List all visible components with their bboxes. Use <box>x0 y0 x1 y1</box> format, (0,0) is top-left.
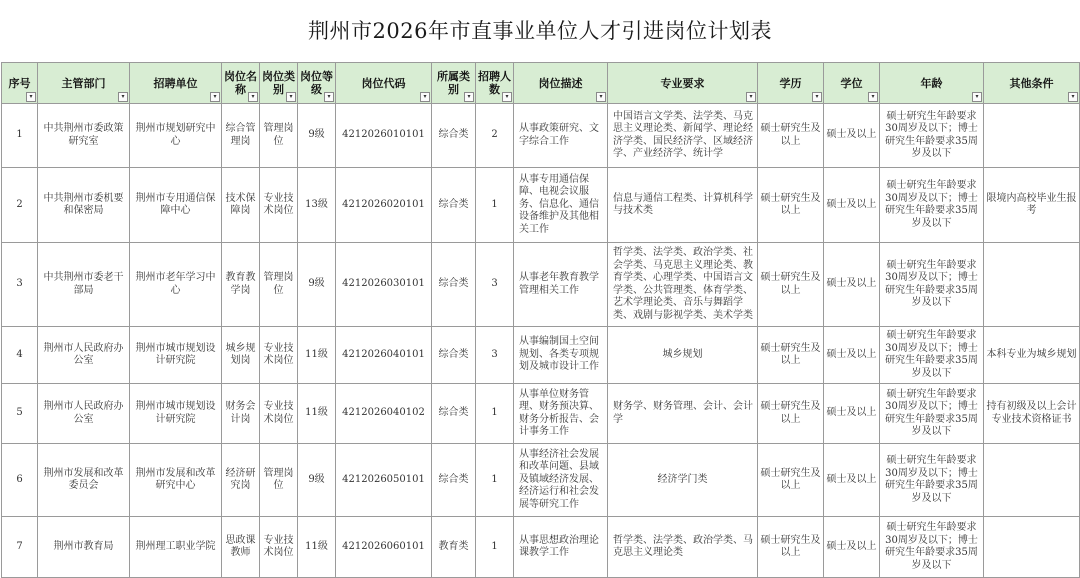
cell-code: 4212026040102 <box>336 384 432 444</box>
cell-degree: 硕士及以上 <box>824 243 880 327</box>
cell-dept: 荆州市人民政府办公室 <box>38 327 130 384</box>
cell-type: 综合类 <box>432 243 476 327</box>
cell-category: 管理岗位 <box>260 243 298 327</box>
cell-edu: 硕士研究生及以上 <box>758 444 824 517</box>
cell-other <box>984 444 1080 517</box>
col-header[interactable]: 所属类别 ▾ <box>432 63 476 104</box>
col-header[interactable]: 专业要求 ▾ <box>608 63 758 104</box>
cell-dept: 中共荆州市委政策研究室 <box>38 104 130 168</box>
col-header[interactable]: 年龄 ▾ <box>880 63 984 104</box>
cell-type: 教育类 <box>432 517 476 578</box>
cell-other <box>984 104 1080 168</box>
cell-desc: 从事政策研究、文字综合工作 <box>514 104 608 168</box>
cell-edu: 硕士研究生及以上 <box>758 104 824 168</box>
filter-dropdown-icon[interactable]: ▾ <box>248 92 258 102</box>
cell-count: 1 <box>476 444 514 517</box>
cell-degree: 硕士及以上 <box>824 327 880 384</box>
col-header[interactable]: 岗位名称 ▾ <box>222 63 260 104</box>
page-title: 荆州市2026年市直事业单位人才引进岗位计划表 <box>308 19 772 43</box>
filter-dropdown-icon[interactable]: ▾ <box>502 92 512 102</box>
cell-post: 教育教学岗 <box>222 243 260 327</box>
cell-post: 技术保障岗 <box>222 168 260 243</box>
filter-dropdown-icon[interactable]: ▾ <box>812 92 822 102</box>
cell-major: 哲学类、法学类、政治学类、社会学类、马克思主义理论类、教育学类、心理学类、中国语言文学类、公共管理类、体育学类、艺术学理论类、音乐与舞蹈学类、戏剧与影视学类、美术学类 <box>608 243 758 327</box>
cell-code: 4212026030101 <box>336 243 432 327</box>
cell-age: 硕士研究生年龄要求30周岁及以下；博士研究生年龄要求35周岁及以下 <box>880 243 984 327</box>
cell-desc: 从事老年教育教学管理相关工作 <box>514 243 608 327</box>
cell-no: 7 <box>2 517 38 578</box>
cell-level: 9级 <box>298 444 336 517</box>
cell-count: 2 <box>476 104 514 168</box>
cell-code: 4212026020101 <box>336 168 432 243</box>
cell-unit: 荆州市城市规划设计研究院 <box>130 327 222 384</box>
col-header[interactable]: 学历 ▾ <box>758 63 824 104</box>
filter-dropdown-icon[interactable]: ▾ <box>324 92 334 102</box>
cell-desc: 从事编制国土空间规划、各类专项规划及城市设计工作 <box>514 327 608 384</box>
col-header[interactable]: 主管部门 ▾ <box>38 63 130 104</box>
cell-count: 1 <box>476 384 514 444</box>
filter-dropdown-icon[interactable]: ▾ <box>746 92 756 102</box>
cell-code: 4212026010101 <box>336 104 432 168</box>
cell-post: 经济研究岗 <box>222 444 260 517</box>
col-header[interactable]: 岗位等级 ▾ <box>298 63 336 104</box>
cell-level: 13级 <box>298 168 336 243</box>
cell-major: 信息与通信工程类、计算机科学与技术类 <box>608 168 758 243</box>
cell-category: 专业技术岗位 <box>260 327 298 384</box>
cell-desc: 从事思想政治理论课教学工作 <box>514 517 608 578</box>
cell-other <box>984 517 1080 578</box>
cell-edu: 硕士研究生及以上 <box>758 517 824 578</box>
cell-level: 11级 <box>298 384 336 444</box>
filter-dropdown-icon[interactable]: ▾ <box>210 92 220 102</box>
filter-dropdown-icon[interactable]: ▾ <box>420 92 430 102</box>
col-header[interactable]: 学位 ▾ <box>824 63 880 104</box>
cell-unit: 荆州市老年学习中心 <box>130 243 222 327</box>
cell-desc: 从事专用通信保障、电视会议服务、信息化、通信设备维护及其他相关工作 <box>514 168 608 243</box>
cell-code: 4212026040101 <box>336 327 432 384</box>
cell-major: 中国语言文学类、法学类、马克思主义理论类、新闻学、理论经济学类、国民经济学、区域经济学、产业经济学、统计学 <box>608 104 758 168</box>
cell-degree: 硕士及以上 <box>824 168 880 243</box>
cell-edu: 硕士研究生及以上 <box>758 168 824 243</box>
table-row <box>2 327 1080 384</box>
cell-code: 4212026060101 <box>336 517 432 578</box>
col-header[interactable]: 招聘人数 ▾ <box>476 63 514 104</box>
filter-dropdown-icon[interactable]: ▾ <box>464 92 474 102</box>
cell-level: 11级 <box>298 327 336 384</box>
cell-level: 9级 <box>298 243 336 327</box>
cell-unit: 荆州市专用通信保障中心 <box>130 168 222 243</box>
cell-count: 3 <box>476 327 514 384</box>
cell-other: 限境内高校毕业生报考 <box>984 168 1080 243</box>
cell-edu: 硕士研究生及以上 <box>758 327 824 384</box>
cell-type: 综合类 <box>432 444 476 517</box>
col-header[interactable]: 岗位类别 ▾ <box>260 63 298 104</box>
cell-no: 5 <box>2 384 38 444</box>
cell-degree: 硕士及以上 <box>824 104 880 168</box>
cell-category: 专业技术岗位 <box>260 384 298 444</box>
cell-post: 综合管理岗 <box>222 104 260 168</box>
col-header[interactable]: 序号 ▾ <box>2 63 38 104</box>
filter-dropdown-icon[interactable]: ▾ <box>286 92 296 102</box>
cell-category: 专业技术岗位 <box>260 517 298 578</box>
cell-desc: 从事经济社会发展和改革问题、县域及镇域经济发展、经济运行和社会发展等研究工作 <box>514 444 608 517</box>
cell-category: 管理岗位 <box>260 444 298 517</box>
cell-age: 硕士研究生年龄要求30周岁及以下；博士研究生年龄要求35周岁及以下 <box>880 327 984 384</box>
cell-age: 硕士研究生年龄要求30周岁及以下；博士研究生年龄要求35周岁及以下 <box>880 104 984 168</box>
cell-other: 持有初级及以上会计专业技术资格证书 <box>984 384 1080 444</box>
filter-dropdown-icon[interactable]: ▾ <box>596 92 606 102</box>
cell-age: 硕士研究生年龄要求30周岁及以下；博士研究生年龄要求35周岁及以下 <box>880 444 984 517</box>
cell-age: 硕士研究生年龄要求30周岁及以下；博士研究生年龄要求35周岁及以下 <box>880 384 984 444</box>
cell-level: 9级 <box>298 104 336 168</box>
cell-count: 1 <box>476 517 514 578</box>
cell-level: 11级 <box>298 517 336 578</box>
cell-category: 管理岗位 <box>260 104 298 168</box>
cell-count: 1 <box>476 168 514 243</box>
table-row <box>2 444 1080 517</box>
table-row <box>2 104 1080 168</box>
header-row <box>2 63 1080 104</box>
cell-dept: 荆州市人民政府办公室 <box>38 384 130 444</box>
col-header[interactable]: 岗位描述 ▾ <box>514 63 608 104</box>
cell-type: 综合类 <box>432 168 476 243</box>
job-plan-table <box>1 62 1080 578</box>
cell-type: 综合类 <box>432 104 476 168</box>
filter-dropdown-icon[interactable]: ▾ <box>26 92 36 102</box>
cell-no: 2 <box>2 168 38 243</box>
cell-category: 专业技术岗位 <box>260 168 298 243</box>
cell-count: 3 <box>476 243 514 327</box>
cell-unit: 荆州理工职业学院 <box>130 517 222 578</box>
col-header[interactable]: 招聘单位 ▾ <box>130 63 222 104</box>
table-row <box>2 168 1080 243</box>
cell-dept: 中共荆州市委老干部局 <box>38 243 130 327</box>
cell-other <box>984 243 1080 327</box>
cell-dept: 中共荆州市委机要和保密局 <box>38 168 130 243</box>
cell-type: 综合类 <box>432 384 476 444</box>
cell-no: 4 <box>2 327 38 384</box>
cell-desc: 从事单位财务管理、财务预决算、财务分析报告、会计事务工作 <box>514 384 608 444</box>
col-header[interactable]: 其他条件 ▾ <box>984 63 1080 104</box>
filter-dropdown-icon[interactable]: ▾ <box>118 92 128 102</box>
cell-degree: 硕士及以上 <box>824 444 880 517</box>
cell-no: 6 <box>2 444 38 517</box>
table-row <box>2 384 1080 444</box>
cell-major: 财务学、财务管理、会计、会计学 <box>608 384 758 444</box>
cell-code: 4212026050101 <box>336 444 432 517</box>
cell-dept: 荆州市发展和改革委员会 <box>38 444 130 517</box>
cell-major: 城乡规划 <box>608 327 758 384</box>
filter-dropdown-icon[interactable]: ▾ <box>972 92 982 102</box>
cell-post: 财务会计岗 <box>222 384 260 444</box>
cell-unit: 荆州市城市规划设计研究院 <box>130 384 222 444</box>
filter-dropdown-icon[interactable]: ▾ <box>1068 92 1078 102</box>
cell-major: 哲学类、法学类、政治学类、马克思主义理论类 <box>608 517 758 578</box>
cell-degree: 硕士及以上 <box>824 517 880 578</box>
cell-post: 城乡规划岗 <box>222 327 260 384</box>
cell-major: 经济学门类 <box>608 444 758 517</box>
cell-type: 综合类 <box>432 327 476 384</box>
cell-no: 1 <box>2 104 38 168</box>
cell-edu: 硕士研究生及以上 <box>758 243 824 327</box>
table-row <box>2 243 1080 327</box>
cell-age: 硕士研究生年龄要求30周岁及以下；博士研究生年龄要求35周岁及以下 <box>880 517 984 578</box>
cell-degree: 硕士及以上 <box>824 384 880 444</box>
filter-dropdown-icon[interactable]: ▾ <box>868 92 878 102</box>
table-row <box>2 517 1080 578</box>
cell-age: 硕士研究生年龄要求30周岁及以下；博士研究生年龄要求35周岁及以下 <box>880 168 984 243</box>
cell-post: 思政课教师 <box>222 517 260 578</box>
cell-dept: 荆州市教育局 <box>38 517 130 578</box>
cell-unit: 荆州市发展和改革研究中心 <box>130 444 222 517</box>
cell-other: 本科专业为城乡规划 <box>984 327 1080 384</box>
col-header[interactable]: 岗位代码 ▾ <box>336 63 432 104</box>
cell-no: 3 <box>2 243 38 327</box>
cell-unit: 荆州市规划研究中心 <box>130 104 222 168</box>
cell-edu: 硕士研究生及以上 <box>758 384 824 444</box>
